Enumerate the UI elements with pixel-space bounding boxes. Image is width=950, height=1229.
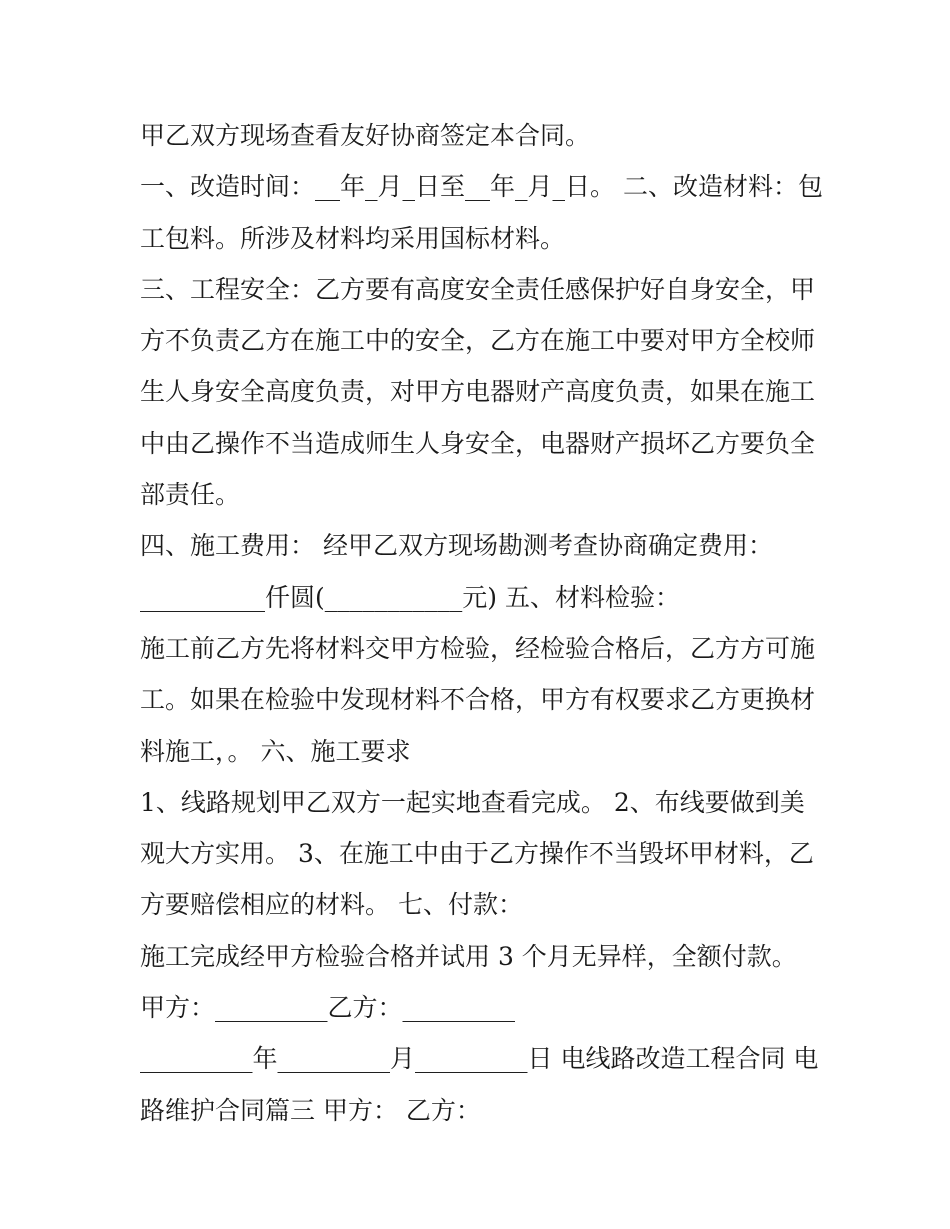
text-line: 三、工程安全：乙方要有高度安全责任感保护好自身安全，甲 <box>140 274 816 304</box>
text-line: _________年_________月_________日 电线路改造工程合同 电 <box>140 1044 819 1074</box>
text-line: 生人身安全高度负责，对甲方电器财产高度负责，如果在施工 <box>140 377 816 407</box>
text-line: 一、改造时间：__年_月_日至__年_月_日。 二、改造材料：包 <box>140 172 823 202</box>
text-line: 甲方：_________乙方：_________ <box>140 993 516 1023</box>
text-line: 甲乙双方现场查看友好协商签定本合同。 <box>140 121 591 150</box>
text-line: 四、施工费用： 经甲乙双方现场勘测考查协商确定费用： <box>140 531 773 561</box>
text-line: 1、线路规划甲乙双方一起实地查看完成。 2、布线要做到美 <box>140 787 805 817</box>
text-line: 方要赔偿相应的材料。 七、付款： <box>140 890 523 920</box>
text-line: __________仟圆(___________元) 五、材料检验： <box>140 582 680 612</box>
text-line: 观大方实用。 3、在施工中由于乙方操作不当毁坏甲材料，乙 <box>140 839 814 869</box>
contract-text <box>140 110 830 1136</box>
text-line: 部责任。 <box>140 480 241 510</box>
text-line: 中由乙操作不当造成师生人身安全，电器财产损坏乙方要负全 <box>140 428 816 458</box>
text-line: 方不负责乙方在施工中的安全，乙方在施工中要对甲方全校师 <box>140 326 816 356</box>
text-line: 工。如果在检验中发现材料不合格，甲方有权要求乙方更换材 <box>140 685 816 715</box>
text-line: 路维护合同篇三 甲方： 乙方： <box>140 1095 481 1125</box>
text-line: 料施工，。 六、施工要求 <box>140 736 411 766</box>
text-line: 施工完成经甲方检验合格并试用 3 个月无异样，全额付款。 <box>140 941 797 971</box>
text-line: 施工前乙方先将材料交甲方检验，经检验合格后，乙方方可施 <box>140 633 816 663</box>
text-line: 工包料。所涉及材料均采用国标材料。 <box>140 223 566 253</box>
